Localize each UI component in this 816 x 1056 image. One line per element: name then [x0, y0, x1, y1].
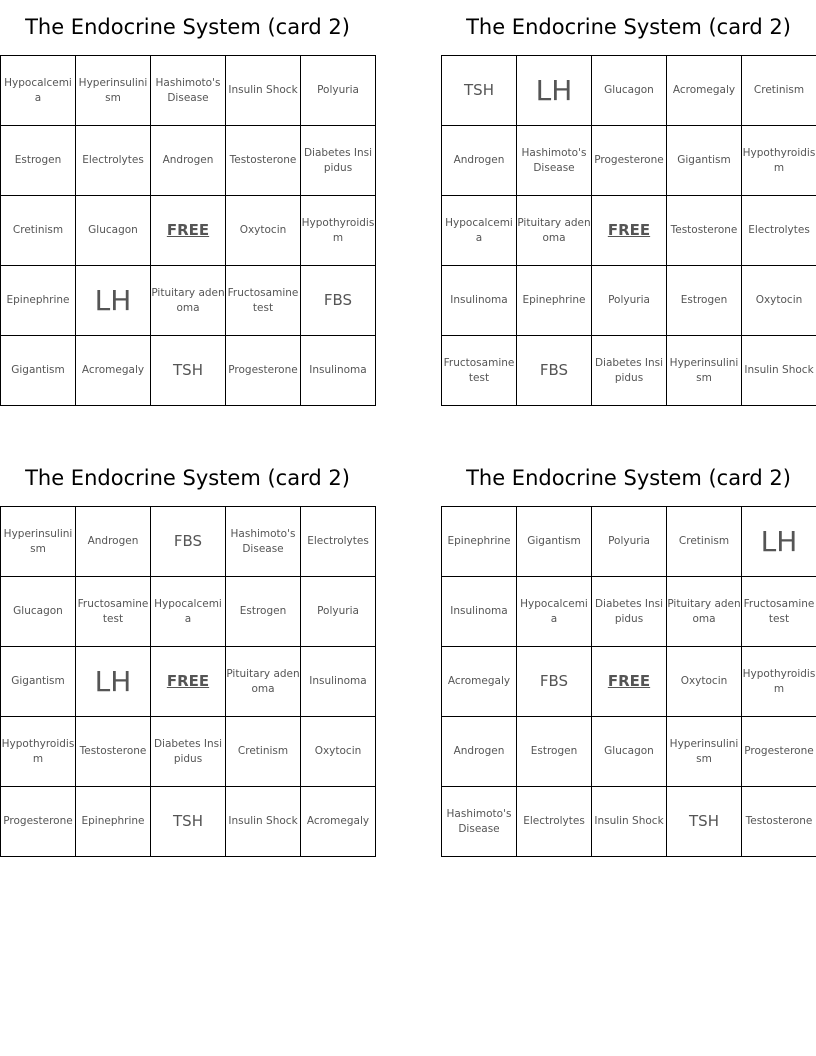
bingo-cell: Acromegaly — [442, 647, 517, 717]
bingo-cell: Glucagon — [76, 196, 151, 266]
bingo-cell: FBS — [301, 266, 376, 336]
bingo-cell: Testosterone — [742, 787, 816, 857]
card-title: The Endocrine System (card 2) — [466, 466, 791, 490]
free-space-cell: FREE — [592, 196, 667, 266]
bingo-cell: Polyuria — [301, 577, 376, 647]
bingo-cell: Diabetes Insipidus — [592, 336, 667, 406]
bingo-cell: Oxytocin — [742, 266, 816, 336]
bingo-cell: Pituitary adenoma — [226, 647, 301, 717]
bingo-cell: Hypothyroidism — [301, 196, 376, 266]
bingo-cell: Oxytocin — [226, 196, 301, 266]
bingo-cell: LH — [76, 647, 151, 717]
bingo-cell: Progesterone — [1, 787, 76, 857]
bingo-cell: Hypocalcemia — [151, 577, 226, 647]
grid-row — [442, 787, 816, 857]
free-space-cell: FREE — [151, 647, 226, 717]
bingo-card-3 — [0, 451, 375, 857]
bingo-cell: Hyperinsulinism — [667, 336, 742, 406]
bingo-cell: Estrogen — [226, 577, 301, 647]
bingo-cell: Gigantism — [517, 507, 592, 577]
bingo-cell: Electrolytes — [301, 507, 376, 577]
bingo-cell: Acromegaly — [667, 56, 742, 126]
bingo-cell: Hypocalcemia — [442, 196, 517, 266]
bingo-cell: Acromegaly — [301, 787, 376, 857]
bingo-cell: Glucagon — [592, 717, 667, 787]
bingo-card-2 — [441, 0, 816, 406]
bingo-cell: TSH — [667, 787, 742, 857]
bingo-cell: Cretinism — [667, 507, 742, 577]
bingo-cell: Oxytocin — [301, 717, 376, 787]
bingo-cell: FBS — [151, 507, 226, 577]
bingo-cell: Epinephrine — [1, 266, 76, 336]
grid-row — [1, 336, 376, 406]
bingo-cell: Gigantism — [1, 647, 76, 717]
bingo-cell: Diabetes Insipidus — [151, 717, 226, 787]
grid-row — [1, 717, 376, 787]
bingo-cell: Cretinism — [226, 717, 301, 787]
grid-row — [1, 266, 376, 336]
bingo-cell: Hashimoto's Disease — [442, 787, 517, 857]
bingo-cell: Insulinoma — [442, 266, 517, 336]
bingo-cell: Progesterone — [742, 717, 816, 787]
bingo-cell: TSH — [151, 336, 226, 406]
bingo-cell: Androgen — [151, 126, 226, 196]
bingo-cell: Polyuria — [592, 507, 667, 577]
bingo-cell: Epinephrine — [442, 507, 517, 577]
grid-row — [442, 717, 816, 787]
grid-row — [442, 126, 816, 196]
grid-row — [442, 577, 816, 647]
bingo-cell: Gigantism — [667, 126, 742, 196]
bingo-cell: Polyuria — [592, 266, 667, 336]
bingo-cell: Insulin Shock — [592, 787, 667, 857]
bingo-cell: Electrolytes — [76, 126, 151, 196]
bingo-cell: Fructosamine test — [442, 336, 517, 406]
bingo-cell: Polyuria — [301, 56, 376, 126]
bingo-cell: Hyperinsulinism — [1, 507, 76, 577]
bingo-cell: Insulinoma — [301, 647, 376, 717]
card-title: The Endocrine System (card 2) — [466, 15, 791, 39]
bingo-cell: Estrogen — [1, 126, 76, 196]
grid-row — [442, 56, 816, 126]
bingo-cell: Pituitary adenoma — [667, 577, 742, 647]
bingo-cell: LH — [517, 56, 592, 126]
bingo-cell: Progesterone — [226, 336, 301, 406]
grid-row — [1, 577, 376, 647]
bingo-cell: Insulinoma — [442, 577, 517, 647]
bingo-cell: Fructosamine test — [742, 577, 816, 647]
bingo-cell: Insulin Shock — [742, 336, 816, 406]
bingo-cell: Androgen — [442, 126, 517, 196]
bingo-cell: LH — [76, 266, 151, 336]
bingo-cell: Hyperinsulinism — [76, 56, 151, 126]
bingo-cell: Androgen — [442, 717, 517, 787]
bingo-cell: Fructosamine test — [226, 266, 301, 336]
bingo-cell: Glucagon — [592, 56, 667, 126]
bingo-cell: Hashimoto's Disease — [151, 56, 226, 126]
bingo-cell: Electrolytes — [517, 787, 592, 857]
bingo-cell: Oxytocin — [667, 647, 742, 717]
grid-row — [1, 647, 376, 717]
bingo-cell: Testosterone — [76, 717, 151, 787]
bingo-cell: Androgen — [76, 507, 151, 577]
bingo-cell: Cretinism — [1, 196, 76, 266]
grid-row — [442, 507, 816, 577]
bingo-cell: Hypocalcemia — [1, 56, 76, 126]
bingo-cell: Hashimoto's Disease — [517, 126, 592, 196]
bingo-cell: Cretinism — [742, 56, 816, 126]
bingo-cell: Hypothyroidism — [1, 717, 76, 787]
bingo-cell: TSH — [151, 787, 226, 857]
bingo-card-4 — [441, 451, 816, 857]
bingo-cell: Fructosamine test — [76, 577, 151, 647]
bingo-cell: TSH — [442, 56, 517, 126]
bingo-cell: Diabetes Insipidus — [592, 577, 667, 647]
bingo-cell: Hypothyroidism — [742, 126, 816, 196]
bingo-cell: Estrogen — [667, 266, 742, 336]
bingo-cell: Glucagon — [1, 577, 76, 647]
bingo-cell: Testosterone — [226, 126, 301, 196]
card-title: The Endocrine System (card 2) — [25, 466, 350, 490]
grid-row — [1, 126, 376, 196]
bingo-cell: FBS — [517, 647, 592, 717]
grid-row — [442, 266, 816, 336]
grid-row — [442, 336, 816, 406]
bingo-cell: LH — [742, 507, 816, 577]
free-space-cell: FREE — [592, 647, 667, 717]
bingo-cell: Hypothyroidism — [742, 647, 816, 717]
bingo-cell: Hashimoto's Disease — [226, 507, 301, 577]
bingo-cell: Pituitary adenoma — [151, 266, 226, 336]
bingo-cell: Hypocalcemia — [517, 577, 592, 647]
bingo-cell: Hyperinsulinism — [667, 717, 742, 787]
bingo-cell: Progesterone — [592, 126, 667, 196]
bingo-cell: Estrogen — [517, 717, 592, 787]
bingo-cell: Electrolytes — [742, 196, 816, 266]
bingo-cell: Insulinoma — [301, 336, 376, 406]
bingo-cell: Diabetes Insipidus — [301, 126, 376, 196]
bingo-cell: Acromegaly — [76, 336, 151, 406]
bingo-card-1 — [0, 0, 375, 406]
bingo-cell: Insulin Shock — [226, 56, 301, 126]
grid-row — [1, 56, 376, 126]
bingo-grid — [441, 506, 816, 857]
grid-row — [1, 787, 376, 857]
bingo-cell: Pituitary adenoma — [517, 196, 592, 266]
bingo-grid — [441, 55, 816, 406]
bingo-cell: Gigantism — [1, 336, 76, 406]
bingo-grid — [0, 55, 376, 406]
bingo-cell: Testosterone — [667, 196, 742, 266]
grid-row — [442, 196, 816, 266]
bingo-grid — [0, 506, 376, 857]
grid-row — [1, 507, 376, 577]
free-space-cell: FREE — [151, 196, 226, 266]
grid-row — [1, 196, 376, 266]
bingo-cell: Insulin Shock — [226, 787, 301, 857]
bingo-cell: Epinephrine — [76, 787, 151, 857]
bingo-cell: FBS — [517, 336, 592, 406]
bingo-cell: Epinephrine — [517, 266, 592, 336]
grid-row — [442, 647, 816, 717]
card-title: The Endocrine System (card 2) — [25, 15, 350, 39]
